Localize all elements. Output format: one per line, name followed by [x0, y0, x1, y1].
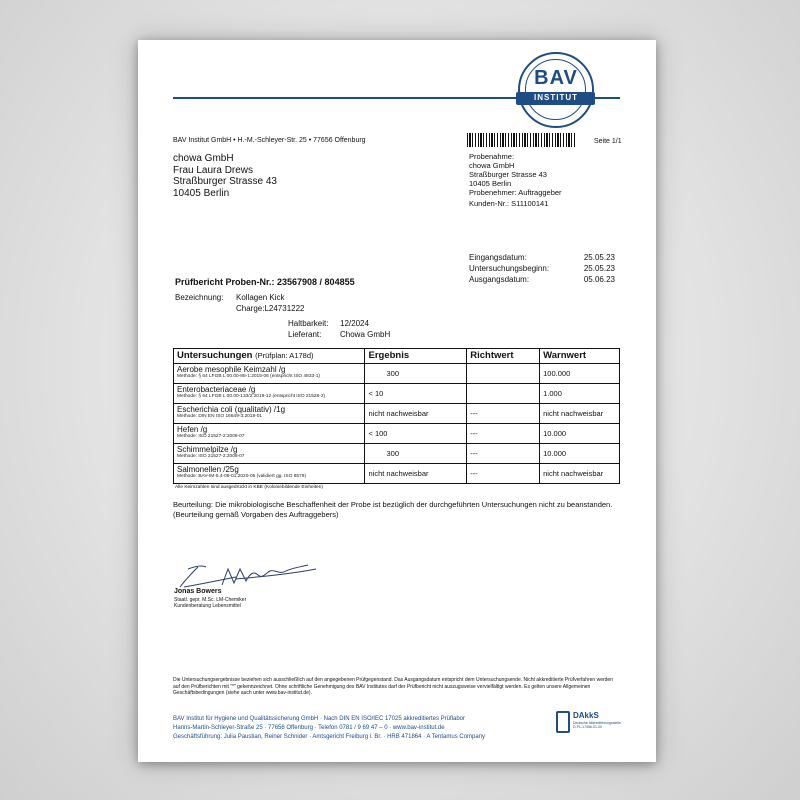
dakks-badge — [556, 709, 622, 737]
richtwert-value: --- — [470, 409, 478, 418]
warnwert-value: 100.000 — [543, 369, 571, 378]
result-value: < 100 — [368, 429, 388, 438]
table-row — [174, 424, 620, 444]
result-value: 300 — [386, 449, 399, 458]
logo-text: BAV — [534, 67, 578, 89]
richtwert-value: --- — [470, 449, 478, 458]
test-name: Schimmelpilze /g — [177, 445, 238, 454]
test-name: Hefen /g — [177, 425, 208, 434]
assessment-text: Beurteilung: Die mikrobiologische Beschaffenheit der Probe ist bezüglich der durchgeführten Untersuchungen nicht zu beanstanden. (Beurteilung gemäß Vorgaben des Auftraggebers) — [173, 500, 613, 519]
date-row — [469, 263, 615, 274]
header-untersuchungen: Untersuchungen (Prüfplan: A178d) — [174, 349, 365, 364]
haltbarkeit-value: 12/2024 — [340, 319, 369, 328]
table-row — [174, 384, 620, 404]
result-value: nicht nachweisbar — [368, 469, 429, 478]
table-row — [174, 404, 620, 424]
date-label: Ausgangsdatum: — [469, 275, 530, 284]
warnwert-value: nicht nachweisbar — [543, 409, 604, 418]
table-row — [174, 364, 620, 384]
richtwert-value: --- — [470, 429, 478, 438]
date-value: 05.06.23 — [583, 275, 615, 284]
richtwert-value — [470, 385, 536, 389]
warnwert-value: 10.000 — [543, 429, 567, 438]
footer-line: Hanns-Martin-Schleyer-Straße 25 · 77656 Offenburg · Telefon 0781 / 9 69 47 – 0 · www.bav-institut.de — [173, 725, 445, 731]
probenahme-line: 10405 Berlin — [469, 179, 512, 188]
probenahme-line: chowa GmbH — [469, 161, 515, 170]
bav-logo — [518, 52, 594, 128]
lieferant-label: Lieferant: — [288, 330, 322, 339]
footer — [173, 715, 548, 742]
signer-details — [174, 597, 246, 609]
dakks-icon — [556, 711, 570, 733]
probenahme-line: Probenehmer: Auftraggeber — [469, 188, 562, 197]
test-name: Aerobe mesophile Keimzahl /g — [177, 365, 286, 374]
test-method: Methode: ISO 21527-2:2008-07 — [177, 454, 245, 459]
test-method: Methode: BAV-IM-5.4-09-01:2020-05 (validiert gg. ISO 6579) — [177, 474, 306, 479]
footer-line: Geschäftsführung: Julia Paustian, Reiner Schnider · Amtsgericht Freiburg i. Br. · HRB 471864 · A Tentamus Company — [173, 734, 486, 740]
date-value: 25.05.23 — [583, 253, 615, 262]
haltbarkeit-label: Haltbarkeit: — [288, 319, 329, 328]
signer-title: Staatl. gepr. M.Sc. LM-Chemiker — [174, 597, 247, 603]
test-method: Methode: DIN EN ISO 16649-3:2018-01 — [177, 414, 263, 419]
disclaimer: Die Untersuchungsergebnisse beziehen sich ausschließlich auf den angegebenen Prüfgegenstand. Das Ausgangsdatum entspricht dem Untersuchungsende. Nicht akkreditierte Prüfverfahren werden auf den Prüfberichten mit "*" gekennzeichnet. Ohne schriftliche Genehmigung des BAV Institutes darf der Prüfbericht nicht auszugsweise vervielfältigt werden. Es gelten unsere Allgemeinen Geschäftsbedingungen (siehe auch unter www.bav-institut.de). — [173, 677, 613, 696]
test-name: Escherichia coli (qualitativ) /1g — [177, 405, 286, 414]
warnwert-value: nicht nachweisbar — [543, 469, 604, 478]
dates-block — [469, 252, 615, 285]
sample-description — [175, 292, 305, 314]
logo-subtext: INSTITUT — [534, 93, 578, 102]
table-header-row — [174, 349, 620, 364]
sender-line: BAV Institut GmbH • H.-M.-Schleyer-Str. 25 • 77656 Offenburg — [173, 137, 366, 144]
recipient-address — [173, 153, 277, 199]
header-ergebnis: Ergebnis — [365, 349, 467, 364]
recipient-line: 10405 Berlin — [173, 187, 230, 199]
bezeichnung-label: Bezeichnung: — [175, 293, 224, 302]
probenahme-line: Straßburger Strasse 43 — [469, 170, 547, 179]
table-footnote: Alle Keimzahlen sind ausgedrückt in KBE (Koloniebildende Einheiten) — [175, 485, 323, 490]
date-label: Untersuchungsbeginn: — [469, 264, 550, 273]
charge-value: Charge:L24731222 — [236, 304, 305, 313]
header-richtwert: Richtwert — [467, 349, 540, 364]
bezeichnung-value: Kollagen Kick — [236, 293, 285, 302]
test-method: Methode: § 64 LFGB L 00.00-133/2:2019-12 (entspricht ISO 21528-2) — [177, 394, 326, 399]
table-row — [174, 444, 620, 464]
sample-meta — [288, 318, 390, 340]
header-warnwert: Warnwert — [540, 349, 620, 364]
test-name: Enterobacteriaceae /g — [177, 385, 256, 394]
warnwert-value: 1.000 — [543, 389, 562, 398]
date-label: Eingangsdatum: — [469, 253, 527, 262]
results-table — [173, 348, 620, 484]
probenahme-block — [469, 152, 562, 197]
footer-line: BAV Institut für Hygiene und Qualitätssicherung GmbH · Nach DIN EN ISO/IEC 17025 akkreditiertes Prüflabor — [173, 716, 466, 722]
signer-role: Kundenberatung Lebensmittel — [174, 603, 241, 609]
pruefplan: (Prüfplan: A178d) — [255, 351, 314, 360]
warnwert-value: 10.000 — [543, 449, 567, 458]
lieferant-value: Chowa GmbH — [340, 330, 391, 339]
date-row — [469, 252, 615, 263]
table-row — [174, 464, 620, 484]
test-method: Methode: § 64 LFGB L 00.00-88-1:2015-06 (entspricht ISO 4833-1) — [177, 374, 321, 379]
result-value: < 10 — [368, 389, 384, 398]
probenahme-line: Probenahme: — [469, 152, 515, 161]
date-value: 25.05.23 — [583, 264, 615, 273]
header-rule-right — [595, 97, 620, 99]
test-name: Salmonellen /25g — [177, 465, 239, 474]
date-row — [469, 274, 615, 285]
richtwert-value — [470, 365, 536, 369]
page-number: Seite 1/1 — [594, 138, 622, 145]
recipient-line: Frau Laura Drews — [173, 164, 254, 176]
header-rule — [173, 97, 518, 99]
dakks-name: DAkkS — [573, 711, 599, 720]
customer-number: Kunden-Nr.: S11100141 — [469, 199, 549, 208]
barcode — [467, 133, 577, 147]
test-method: Methode: ISO 21527-2:2008-07 — [177, 434, 245, 439]
result-value: nicht nachweisbar — [368, 409, 429, 418]
recipient-line: chowa GmbH — [173, 153, 234, 164]
recipient-line: Straßburger Strasse 43 — [173, 176, 277, 187]
dakks-subtext: Deutsche Akkreditierungsstelle D-PL-17456-01-00 — [573, 721, 621, 729]
signer-name: Jonas Bowers — [174, 588, 222, 595]
report-title: Prüfbericht Proben-Nr.: 23567908 / 804855 — [175, 277, 355, 287]
result-value: 300 — [386, 369, 399, 378]
richtwert-value: --- — [470, 469, 478, 478]
